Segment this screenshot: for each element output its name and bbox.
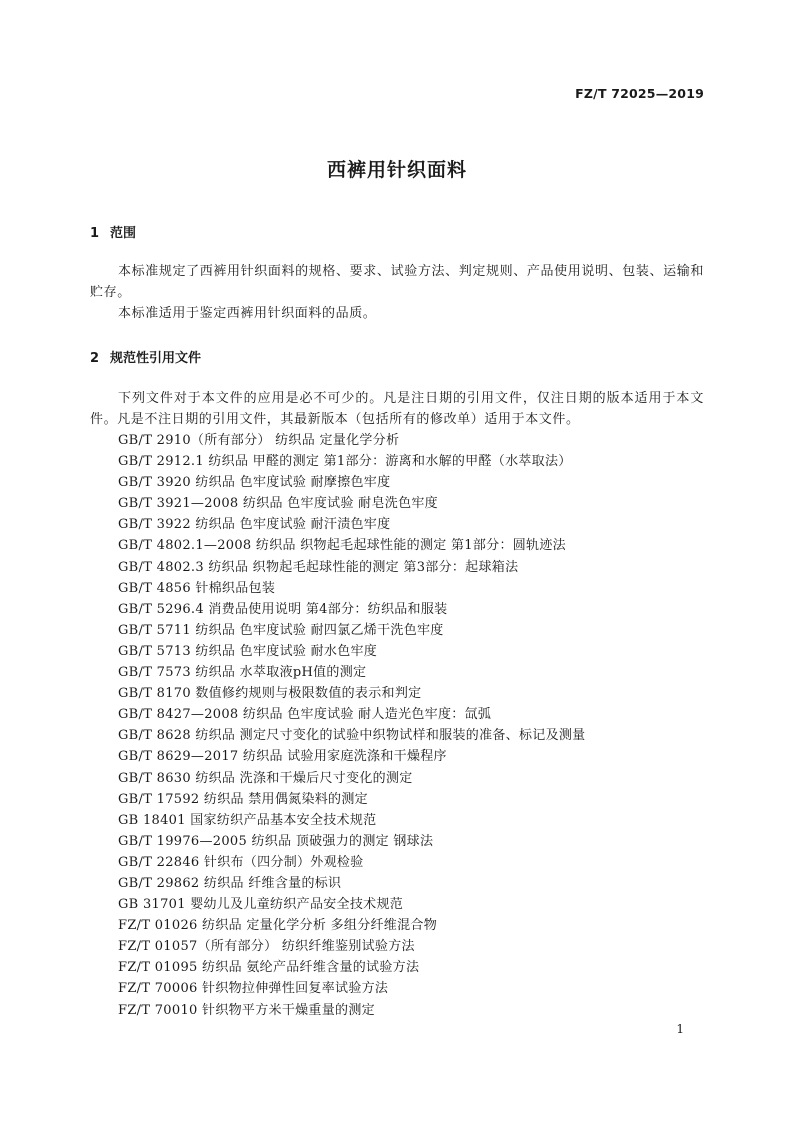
reference-item: GB/T 8427—2008 纺织品 色牢度试验 耐人造光色牢度：氙弧 (118, 707, 492, 723)
reference-item: GB/T 8628 纺织品 测定尺寸变化的试验中织物试样和服装的准备、标记及测量 (118, 728, 586, 744)
reference-item: GB/T 4802.3 纺织品 织物起毛起球性能的测定 第3部分：起球箱法 (118, 559, 519, 575)
reference-item: GB/T 7573 纺织品 水萃取液pH值的测定 (118, 665, 367, 681)
reference-item: GB/T 5711 纺织品 色牢度试验 耐四氯乙烯干洗色牢度 (118, 622, 444, 638)
reference-item: GB/T 3920 纺织品 色牢度试验 耐摩擦色牢度 (118, 475, 391, 491)
scope-paragraph-1: 本标准规定了西裤用针织面料的规格、要求、试验方法、判定规则、产品使用说明、包装、运输和贮存。 (90, 264, 704, 300)
section-number: 2 (90, 351, 100, 366)
reference-item: GB/T 4802.1—2008 纺织品 织物起毛起球性能的测定 第1部分：圆轨迹法 (118, 538, 566, 554)
reference-item: GB/T 8170 数值修约规则与极限数值的表示和判定 (118, 686, 422, 702)
reference-list (118, 430, 585, 1021)
reference-item: GB/T 19976—2005 纺织品 顶破强力的测定 钢球法 (118, 833, 434, 849)
reference-item: GB/T 2912.1 纺织品 甲醛的测定 第1部分：游离和水解的甲醛（水萃取法） (118, 454, 572, 470)
reference-item: GB/T 5713 纺织品 色牢度试验 耐水色牢度 (118, 643, 378, 659)
reference-item: GB 31701 婴幼儿及儿童纺织产品安全技术规范 (118, 897, 404, 913)
page-number: 1 (676, 1022, 684, 1036)
reference-item: FZ/T 01057（所有部分） 纺织纤维鉴别试验方法 (118, 939, 415, 955)
reference-item: FZ/T 70010 针织物平方米干燥重量的测定 (118, 1002, 375, 1018)
scope-paragraph-2: 本标准适用于鉴定西裤用针织面料的品质。 (118, 306, 377, 321)
reference-item: GB/T 2910（所有部分） 纺织品 定量化学分析 (118, 433, 400, 448)
reference-item: GB/T 4856 针棉织品包装 (118, 580, 276, 596)
reference-item: FZ/T 01026 纺织品 定量化学分析 多组分纤维混合物 (118, 918, 437, 934)
reference-item: FZ/T 01095 纺织品 氨纶产品纤维含量的试验方法 (118, 960, 420, 976)
reference-item: GB/T 29862 纺织品 纤维含量的标识 (118, 875, 342, 891)
reference-item: FZ/T 70006 针织物拉伸弹性回复率试验方法 (118, 981, 389, 997)
section-heading-normative-references (90, 347, 201, 366)
standard-code: FZ/T 72025—2019 (575, 86, 704, 101)
reference-item: GB/T 3922 纺织品 色牢度试验 耐汗渍色牢度 (118, 517, 391, 533)
section-title: 规范性引用文件 (110, 351, 202, 366)
reference-item: GB/T 3921—2008 纺织品 色牢度试验 耐皂洗色牢度 (118, 496, 438, 512)
reference-item: GB/T 17592 纺织品 禁用偶氮染料的测定 (118, 791, 368, 807)
reference-item: GB/T 22846 针织布（四分制）外观检验 (118, 854, 364, 870)
reference-item: GB 18401 国家纺织产品基本安全技术规范 (118, 812, 377, 828)
section-title: 范围 (110, 226, 137, 241)
section-number: 1 (90, 226, 100, 241)
reference-item: GB/T 8630 纺织品 洗涤和干燥后尺寸变化的测定 (118, 770, 413, 786)
reference-item: GB/T 8629—2017 纺织品 试验用家庭洗涤和干燥程序 (118, 749, 447, 765)
references-intro-paragraph: 下列文件对于本文件的应用是必不可少的。凡是注日期的引用文件，仅注日期的版本适用于本文件。凡是不注日期的引用文件，其最新版本（包括所有的修改单）适用于本文件。 (90, 391, 704, 427)
document-title: 西裤用针织面料 (326, 159, 467, 181)
section-heading-scope (90, 222, 136, 241)
reference-item: GB/T 5296.4 消费品使用说明 第4部分：纺织品和服装 (118, 601, 448, 617)
